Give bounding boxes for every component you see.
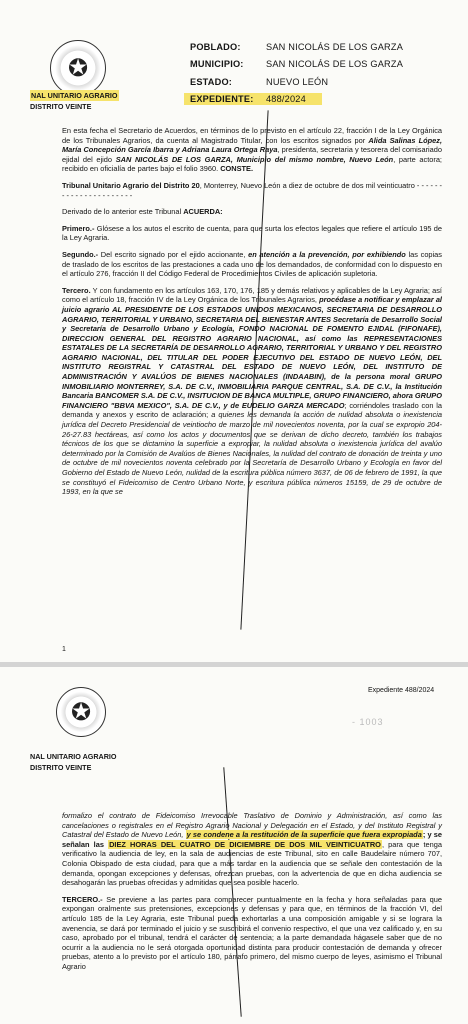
paragraph-tercero: Tercero. Y con fundamento en los artículos 163, 170, 176, 185 y demás relativos y aplicables de la Ley Agraria; así como el artículo 18, fracción IV de la Ley Orgánica de los Tribunales Agrarios, procédase a notificar y emplazar al juicio agrario AL PRESIDENTE DE LOS ESTADOS UNIDOS MEXICANOS, SECRETARIA DE DESARROLLO AGRARIO, TERRITORIAL Y URBANO, SECRETARIA DEL BIENESTAR ANTES Secretaría de Desarrollo Social y Secretaría de Desarrollo Urbano y Ecología, FONDO NACIONAL DE FOMENTO EJIDAL (FIFONAFE), DIRECCION GENERAL DEL REGISTRO AGRARIO NACIONAL, así como las REPRESENTACIONES ESTATALES DE LA SECRETARÍA DE DESARROLLO AGRARIO, TERRITORIAL Y URBANO Y DEL REGISTRO AGRARIO NACIONAL, DEL TITULAR DEL PODER EJECUTIVO DEL ESTADO DE NUEVO LEÓN, DEL INSTITUTO REGISTRAL Y CATASTRAL DEL ESTADO DE NUEVO LEÓN, DEL INSTITUTO DE ADMINISTRACIÓN Y AVALÚOS DE BIENES NACIONALES (INDAABIN), de la persona moral GRUPO INMOBILIARIO MONTERREY, S.A. DE C.V., INMOBILIARIA PARQUE CENTRAL, S.A. DE C.V., la Institución Bancaria BANCOMER S.A. DE C.V., INSITUCION DE BANCA MULTIPLE, GRUPO FINANCIERO, ahora GRUPO FINANCIERO "BBVA MEXICO", S.A. DE C.V., y de EUDELIO GARZA MERCADO; corriéndoles traslado con la demanda y anexos y escrito de aclaración; a quienes les demanda la acción de nulidad absoluta o inexistencia jurídica del Decreto Presidencial de veintiocho de marzo de mil novecientos noventa, por la cual se expropio 204-26-27.83 hectáreas, así como los actos y documentos que se derivan de dicho decreto, también los trabajos técnicos de los que se dictamino la superficie a expropiar, la nulidad absoluta o inexistencia jurídica del avalúo determinado por la Comisión de Avalúos de Bienes Nacionales, la nulidad del contrato de donación de treinta y uno de octubre de mil novecientos noventa celebrado por la Secretaría de Desarrollo Urbano y Ecología en favor del Gobierno del Estado de Nuevo León, nulidad de la escritura pública número 3637, de 06 de febrero de 1991, la que se constituyó el Fideicomiso de Centro Urbano Norte, y escritura pública números 15159, de 29 de octubre de 1993, en la que se: [62, 285, 442, 497]
header-estado: ESTADO: NUEVO LEÓN: [190, 77, 329, 87]
court-office-name: [30, 751, 117, 773]
header-municipio: MUNICIPIO: SAN NICOLÁS DE LOS GARZA: [190, 59, 404, 69]
document-body-page-1: [62, 126, 442, 504]
page-number: 1: [62, 646, 66, 653]
document-page-2: [0, 667, 468, 1024]
coat-of-arms-seal-icon: ✪: [50, 40, 106, 96]
office-line-1: NAL UNITARIO AGRARIO: [31, 91, 118, 100]
paragraph-segundo: Segundo.- Del escrito signado por el ejido accionante, en atención a la prevención, por exhibiendo las copias de traslado de los escritos de las prestaciones a cada uno de los demandados, de conformidad con lo dispuesto en el artículo 276, fracción II del Código Federal de Procedimientos Civiles de aplicación supletoria.: [62, 249, 442, 279]
paragraph-primero: Primero.- Glósese a los autos el escrito de cuenta, para que surta los efectos legales que refiere el artículo 195 de la Ley Agraria.: [62, 223, 442, 243]
paragraph-derived: Derivado de lo anterior este Tribunal ACUERDA:: [62, 207, 223, 217]
court-office-name: [30, 90, 119, 112]
coat-of-arms-seal-icon: ✪: [56, 687, 106, 737]
expediente-number: Expediente 488/2024: [368, 687, 435, 694]
office-line-2: DISTRITO VEINTE: [30, 102, 92, 111]
paragraph-tercero-previene: TERCERO.- Se previene a las partes para comparecer puntualmente en la fecha y hora señaladas para que expongan oralmente sus pretensiones, excepciones y defensas y para que, en términos de la fracción VI, del artículo 185 de la Ley Agraria, este Tribunal pueda exhortarlas a una composición amigable y si se lograra la avenencia, se dará por terminado el juicio y se suscribirá el convenio respectivo, el que una vez calificado y, en su caso, aprobado por el tribunal, tendrá el carácter de sentencia; a la parte demandada hágasele saber que de no ocurrir a la audiencia no le será otorgada oportunidad distinta para producir contestación de demanda y ofrecer pruebas, atento a lo previsto por el artículo 180, párrafo primero, del mismo cuerpo de leyes, asimismo el Tribunal Agrario: [62, 894, 442, 971]
faint-stamp: - 1003: [352, 717, 384, 727]
header-poblado: POBLADO: SAN NICOLÁS DE LOS GARZA: [190, 42, 404, 52]
paragraph-date: Tribunal Unitario Agrario del Distrito 20, Monterrey, Nuevo León a diez de octubre de dos mil veinticuatro - - - - - - - - - - - - - - - - - - - - - -: [62, 180, 442, 200]
header-expediente: EXPEDIENTE: 488/2024: [184, 94, 320, 104]
paragraph-account: En esta fecha el Secretario de Acuerdos, en términos de lo previsto en el artículo 22, fracción I de la Ley Orgánica de los Tribunales Agrarios, da cuenta al Magistrado Titular, con los escritos signados por Alida Salinas López, María Concepción García Ibarra y Adriana Laura Ortega Raya, presidenta, secretaria y tesorera del comisariado ejidal del ejido SAN NICOLÁS DE LOS GARZA, Municipio del mismo nombre, Nuevo León, parte actora; recibido en oficialía de partes bajo el folio 3960. CONSTE.: [62, 126, 443, 174]
office-line-2: DISTRITO VEINTE: [30, 763, 92, 772]
document-body-page-2: [62, 811, 442, 979]
paragraph-continuation: formalizo el contrato de Fideicomiso Irrevocable Traslativo de Dominio y Administración, así como las cancelaciones o registrales en el Registro Agrario Nacional y Delegación en el Estado, y del Instituto Registral y Catastral del Estado de Nuevo León, y se condene a la restitución de la superficie que fuera expropiada; y se señalan las DIEZ HORAS DEL CUATRO DE DICIEMBRE DE DOS MIL VEINTICUATRO, para que tenga verificativo la audiencia de ley, en la sala de audiencias de este Tribunal, sito en calle Baudelaire número 707, Colonia Obispado de esta ciudad, para que a más tardar en la audiencia que se señale den contestación de la demanda, opongan excepciones y defensas, ofrezcan pruebas, con la advertencia de que en dicha audiencia se desahogarán las pruebas ofrecidas y admitidas que sea posible hacerlo.: [62, 811, 442, 888]
office-line-1: NAL UNITARIO AGRARIO: [30, 752, 117, 761]
